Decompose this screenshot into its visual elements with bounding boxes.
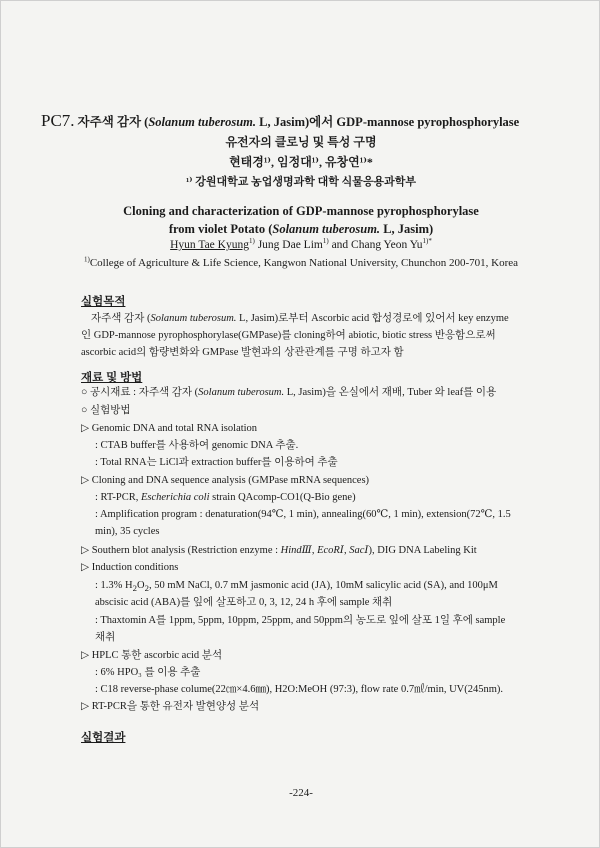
list-item: ○ 실험방법 <box>81 405 131 416</box>
list-item: ▷ Cloning and DNA sequence analysis (GMPase mRNA sequences) <box>81 475 370 486</box>
list-item: : CTAB buffer를 사용하여 genomic DNA 추출. <box>95 440 299 451</box>
list-item: : 6% HPO₃ 를 이용 추출 <box>95 667 201 678</box>
first-author: Hyun Tae Kyung <box>170 239 249 251</box>
list-item: : Thaxtomin A를 1ppm, 5ppm, 10ppm, 25ppm, and 50ppm의 농도로 잎에 살포 1일 후에 sample <box>95 615 506 626</box>
section-heading-methods: 재료 및 방법 <box>81 372 143 384</box>
list-item: ▷ HPLC 통한 ascorbic acid 분석 <box>81 650 223 661</box>
paper-subtitle-kr: 유전자의 클로닝 및 특성 구명 <box>225 135 377 149</box>
authors-kr: 현태경¹⁾, 임정대¹⁾, 유창연¹⁾* <box>229 155 373 169</box>
affiliation-en: $^{1)}$College of Agriculture & Life Science, Kangwon National University, Chunchon 200-701, Korea <box>83 255 519 269</box>
methods-list <box>81 384 551 694</box>
list-item: ○ 공시재료 : 자주색 감자 (Solanum tuberosum. L, Jasim)을 온실에서 재배, Tuber 와 leaf를 이용 <box>81 387 497 398</box>
list-item: : C18 reverse-phase colume(22㎝×4.6㎜), H2O:MeOH (97:3), flow rate 0.7㎖/min, UV(245nm). <box>95 684 504 695</box>
list-item: ▷ Genomic DNA and total RNA isolation <box>81 423 258 434</box>
paper-code: PC7. <box>41 111 75 130</box>
list-item: : 1.3% $H_2O_2$, 50 mM NaCl, 0.7 mM jasmonic acid (JA), 10mM salicylic acid (SA), and 100μM <box>95 580 498 594</box>
section-heading-objective: 실험목적 <box>81 296 126 308</box>
list-item: ▷ Induction conditions <box>81 562 179 573</box>
list-item: : Total RNA는 LiCl과 extraction buffer를 이용하여 추출 <box>95 457 338 468</box>
paper-title-kr: PC7. 자주색 감자 (Solanum tuberosum. L, Jasim)에서 GDP-mannose pyrophosphorylase <box>41 111 520 130</box>
authors-en: Hyun Tae Kyung$^{1)}$ Jung Dae Lim$^{1)}$ and Chang Yeon $Yu^{1)*}$ <box>170 237 432 251</box>
paper-title-en-line2: from violet Potato (Solanum tuberosum. L, Jasim) <box>168 222 434 236</box>
list-item: : Amplification program : denaturation(94℃, 1 min), annealing(60℃, 1 min), extension(72℃, 1.5 <box>95 509 511 520</box>
list-item: min), 35 cycles <box>95 526 160 537</box>
list-item: 채취 <box>95 632 116 643</box>
objective-text: 자주색 감자 (Solanum tuberosum. L, Jasim)로부터 Ascorbic acid 합성경로에 있어서 key enzyme 인 GDP-mannose pyrophosphorylase(GMPase)를 cloning하여 abiotic, biotic stress 반응함으로써 ascorbic acid의 함량변화와 GMPase 발현과의 상관관계를 구명 하고자 함 <box>81 313 509 358</box>
list-item: : RT-PCR, Escherichia coli strain QAcomp-CO1(Q-Bio gene) <box>95 492 356 503</box>
list-item: ▷ RT-PCR을 통한 유전자 발현양성 분석 <box>81 701 260 712</box>
list-item: ▷ Southern blot analysis (Restriction enzyme : HindⅢ, EcoRⅠ, SacⅠ), DIG DNA Labeling Kit <box>81 545 477 556</box>
list-item: abscisic acid (ABA)를 잎에 살포하고 0, 3, 12, 24 h 후에 sample 채취 <box>95 597 393 608</box>
section-heading-results: 실험결과 <box>81 732 126 744</box>
page-number: -224- <box>289 787 313 799</box>
paper-title-en-line1: Cloning and characterization of GDP-mannose pyrophosphorylase <box>123 204 479 218</box>
affiliation-kr: ¹⁾ 강원대학교 농업생명과학 대학 식물응용과학부 <box>185 176 417 188</box>
